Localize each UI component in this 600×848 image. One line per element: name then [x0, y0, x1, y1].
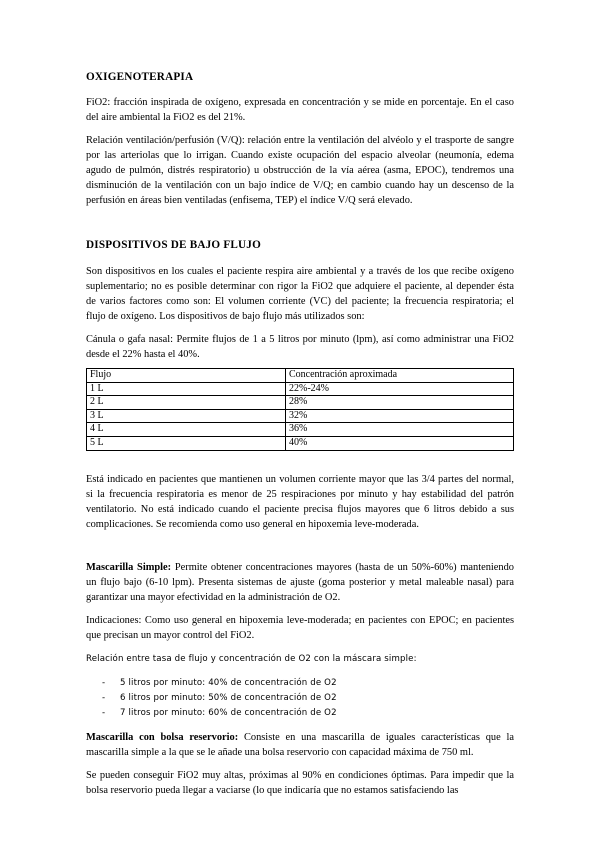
- page-content: [86, 70, 514, 798]
- list-dash: -: [102, 677, 106, 688]
- list-item: [86, 706, 514, 721]
- paragraph-indicado: Está indicado en pacientes que mantienen un volumen corriente mayor que las 3/4 partes del normal, si la frecuencia respiratoria es menor de 25 respiraciones por minuto y hay estabilidad del patrón ventilatorio. No está indicado cuando el paciente precisa flujos mayores que 6 litros debido a sus complicaciones. Se recomienda como uso general en hipoxemia leve-moderada.: [86, 473, 514, 530]
- paragraph-relacion: Relación entre tasa de flujo y concentración de O2 con la máscara simple:: [86, 653, 417, 664]
- table-row: [87, 396, 514, 410]
- list-item-text: 5 litros por minuto: 40% de concentración de O2: [120, 677, 337, 688]
- label-mascarilla-reservorio: Mascarilla con bolsa reservorio:: [86, 731, 239, 743]
- table-cell-flujo: 4 L: [87, 423, 286, 437]
- paragraph-dispositivos: Son dispositivos en los cuales el paciente respira aire ambiental y a través de los que recibe oxígeno suplementario; no es posible determinar con rigor la FiO2 que adquiere el paciente, al depender ésta de varios factores como son: El volumen corriente (VC) del paciente; la frecuencia respiratoria; el flujo de oxígeno. Los dispositivos de bajo flujo más utilizados son:: [86, 266, 514, 322]
- table-cell-concentracion: 36%: [286, 423, 514, 437]
- label-mascarilla-simple: Mascarilla Simple:: [86, 561, 172, 573]
- paragraph-canula: Cánula o gafa nasal: Permite flujos de 1 a 5 litros por minuto (lpm), así como administrar una FiO2 desde el 22% hasta el 40%.: [86, 334, 514, 360]
- table-header-row: [87, 369, 514, 383]
- paragraph-fio2: FiO2: fracción inspirada de oxígeno, expresada en concentración y se mide en porcentaje. En el caso del aire ambiental la FiO2 es del 21%.: [86, 97, 514, 123]
- table-row: [87, 409, 514, 423]
- flow-table: [86, 368, 514, 451]
- text-mascarilla-simple: Permite obtener concentraciones mayores (hasta de un 50%-60%) manteniendo un flujo bajo (6-10 lpm). Presenta sistemas de ajuste (goma posterior y metal maleable nasal) para garantizar una mayor efectividad en la administración de O2.: [86, 561, 515, 603]
- paragraph-indicaciones: Indicaciones: Como uso general en hipoxemia leve-moderada; en pacientes con EPOC; en pacientes que precisan un mayor control del FiO2.: [86, 614, 514, 641]
- paragraph-mascarilla-simple: [86, 560, 514, 605]
- list-item-text: 6 litros por minuto: 50% de concentración de O2: [120, 692, 337, 703]
- table-row: [87, 382, 514, 396]
- table-cell-concentracion: 28%: [286, 396, 514, 410]
- list-item-text: 7 litros por minuto: 60% de concentración de O2: [120, 707, 337, 718]
- heading-oxigenoterapia: OXIGENOTERAPIA: [86, 71, 194, 83]
- list-dash: -: [102, 692, 106, 703]
- list-item: [86, 691, 514, 706]
- table-cell-concentracion: 22%-24%: [286, 382, 514, 396]
- table-cell-flujo: 1 L: [87, 382, 286, 396]
- paragraph-mascarilla-reservorio: [86, 730, 514, 760]
- flow-list: [86, 676, 514, 721]
- table-row: [87, 436, 514, 450]
- table-cell-flujo: 2 L: [87, 396, 286, 410]
- table-header-flujo: Flujo: [87, 369, 286, 383]
- table-row: [87, 423, 514, 437]
- table-cell-concentracion: 32%: [286, 409, 514, 423]
- heading-bajo-flujo: DISPOSITIVOS DE BAJO FLUJO: [86, 239, 262, 251]
- text-mascarilla-reservorio: Consiste en una mascarilla de iguales características que la mascarilla simple a la que se le añade una bolsa reservorio con capacidad máxima de 750 ml.: [86, 731, 514, 758]
- table-cell-concentracion: 40%: [286, 436, 514, 450]
- paragraph-fio2-altas: Se pueden conseguir FiO2 muy altas, próximas al 90% en condiciones óptimas. Para impedir que la bolsa reservorio pueda llegar a vaciarse (lo que indicaría que no estamos satisfaciendo las: [86, 769, 514, 796]
- table-header-concentracion: Concentración aproximada: [286, 369, 514, 383]
- table-cell-flujo: 5 L: [87, 436, 286, 450]
- table-cell-flujo: 3 L: [87, 409, 286, 423]
- list-item: [86, 676, 514, 691]
- paragraph-vq: Relación ventilación/perfusión (V/Q): relación entre la ventilación del alvéolo y el trasporte de sangre por las arteriolas que lo irrigan. Cuando existe ocupación del espacio alveolar (neumonía, edema agudo de pulmón, distrés respiratorio) u obstrucción de la vía aérea (asma, EPOC), tendremos una disminución de la ventilación con un bajo índice de V/Q; en cambio cuando hay un descenso de la perfusión en áreas bien ventiladas (enfisema, TEP) el índice V/Q será elevado.: [86, 135, 514, 206]
- list-dash: -: [102, 707, 106, 718]
